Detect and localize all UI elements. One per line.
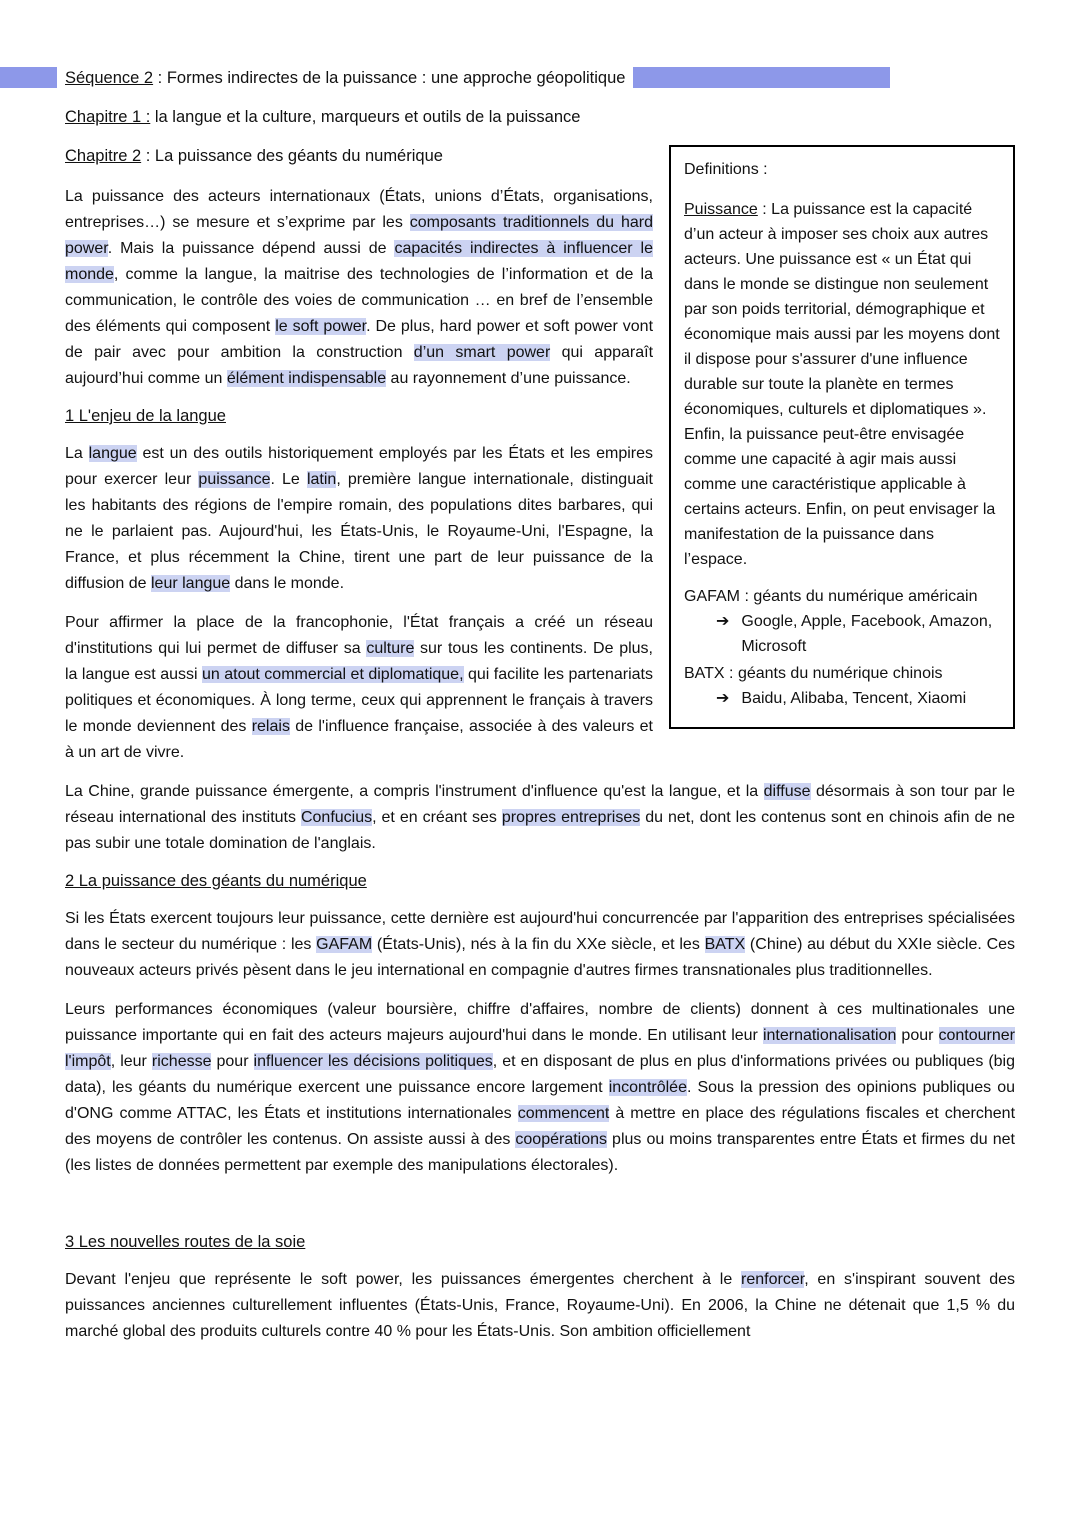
definition-puissance: Puissance : La puissance est la capacité d’un acteur à imposer ses choix aux autres acteurs. Une puissance est « un État qui dans le monde se distingue non seulement par son poids territorial, démographique et économique mais aussi par les moyens dont il dispose pour s'assurer d'une influence durable sur toute la planète en termes économiques, culturels et diplomatiques ». Enfin, la puissance peut-être envisagée comme une capacité à agir mais aussi comme une caractéristique applicable à certains acteurs. Enfin, on peut envisager la manifestation de la puissance dans l’espace.	[684, 201, 1000, 568]
batx-label: BATX : géants du numérique chinois	[684, 665, 943, 682]
chapter2-heading: Chapitre 2 : La puissance des géants du numérique	[65, 147, 443, 165]
section2-heading: 2 La puissance des géants du numérique	[65, 872, 367, 890]
sequence-title-line	[65, 66, 1015, 90]
arrow-icon: ➔	[716, 613, 730, 630]
definitions-box	[669, 145, 1015, 729]
section1-paragraph2: Pour affirmer la place de la francophonie, l'État français a créé un réseau d'institutions qui lui permet de diffuser sa culture sur tous les continents. De plus, la langue est aussi un atout commercial et diplomatique, qui facilite les partenariats politiques et économiques. À long terme, ceux qui apprennent le français à travers le monde deviennent des relais de l'influence française, associée à des valeurs et à un art de vivre.	[65, 614, 653, 761]
sequence-title: Séquence 2 : Formes indirectes de la puissance : une approche géopolitique	[57, 66, 633, 90]
section2-paragraph1: Si les États exercent toujours leur puissance, cette dernière est aujourd'hui concurrencée par l'apparition des entreprises spécialisées dans le secteur du numérique : les GAFAM (États-Unis), nés à la fin du XXe siècle, et les BATX (Chine) au début du XXIe siècle. Ces nouveaux acteurs privés pèsent dans le jeu international en compagnie d'autres firmes transnationales plus traditionnelles.	[65, 910, 1016, 979]
batx-companies: Baidu, Alibaba, Tencent, Xiaomi	[741, 690, 967, 707]
intro-paragraph: La puissance des acteurs internationaux (États, unions d’États, organisations, entreprises…) se mesure et s’exprime par les composants traditionnels du hard power. Mais la puissance dépend aussi de capacités indirectes à influencer le monde, comme la langue, la maitrise des technologies de l’information et de la communication, le contrôle des voies de communication … en bref de l’ensemble des éléments qui composent le soft power. De plus, hard power et soft power vont de pair avec pour ambition la construction d’un smart power qui apparaît aujourd’hui comme un élément indispensable au rayonnement d’une puissance.	[65, 188, 654, 387]
arrow-icon: ➔	[716, 690, 730, 707]
main-text-column	[65, 145, 653, 779]
definitions-title: Definitions :	[684, 161, 768, 178]
gafam-label: GAFAM : géants du numérique américain	[684, 588, 978, 605]
chapter1-heading: Chapitre 1 : la langue et la culture, marqueurs et outils de la puissance	[65, 108, 581, 126]
section3-heading: 3 Les nouvelles routes de la soie	[65, 1233, 306, 1251]
section3-paragraph1: Devant l'enjeu que représente le soft power, les puissances émergentes cherchent à le renforcer, en s'inspirant souvent des puissances anciennes culturellement influentes (États-Unis, France, Royaume-Uni). En 2006, la Chine ne détenait que 1,5 % du marché global des produits culturels contre 40 % pour les États-Unis. Son ambition officiellement	[65, 1271, 1016, 1340]
batx-list-item	[684, 686, 1000, 711]
section1-paragraph1: La langue est un des outils historiquement employés par les États et les empires pour exercer leur puissance. Le latin, première langue internationale, distinguait les habitants des régions de l'empire romain, des populations dites barbares, qui ne le parlaient pas. Aujourd'hui, les États-Unis, le Royaume-Uni, l'Espagne, la France, et plus récemment la Chine, tirent une part de leur puissance de la diffusion de leur langue dans le monde.	[65, 445, 654, 592]
gafam-list-item	[684, 609, 1000, 659]
china-paragraph: La Chine, grande puissance émergente, a compris l'instrument d'influence qu'est la langue, et la diffuse désormais à son tour par le réseau international des instituts Confucius, et en créant ses propres entreprises du net, dont les contenus sont en chinois afin de ne pas subir une totale domination de l'anglais.	[65, 783, 1016, 852]
gafam-companies: Google, Apple, Facebook, Amazon, Microsoft	[741, 613, 993, 655]
section2-paragraph2: Leurs performances économiques (valeur boursière, chiffre d'affaires, nombre de clients) donnent à ces multinationales une puissance importante qui en fait des acteurs majeurs aujourd'hui dans le monde. En utilisant leur internationalisation pour contourner l'impôt, leur richesse pour influencer les décisions politiques, et en disposant de plus en plus d'informations privées ou publiques (big data), les géants du numérique exercent une puissance encore largement incontrôlée. Sous la pression des opinions publiques ou d'ONG comme ATTAC, les États et institutions internationales commencent à mettre en place des régulations fiscales et cherchent des moyens de contrôler les contenus. On assiste aussi à des coopérations plus ou moins transparentes entre États et firmes du net (les listes de données permettent par exemple des manipulations électorales).	[65, 1001, 1016, 1174]
section1-heading: 1 L'enjeu de la langue	[65, 407, 226, 425]
two-column-area	[65, 145, 1015, 779]
